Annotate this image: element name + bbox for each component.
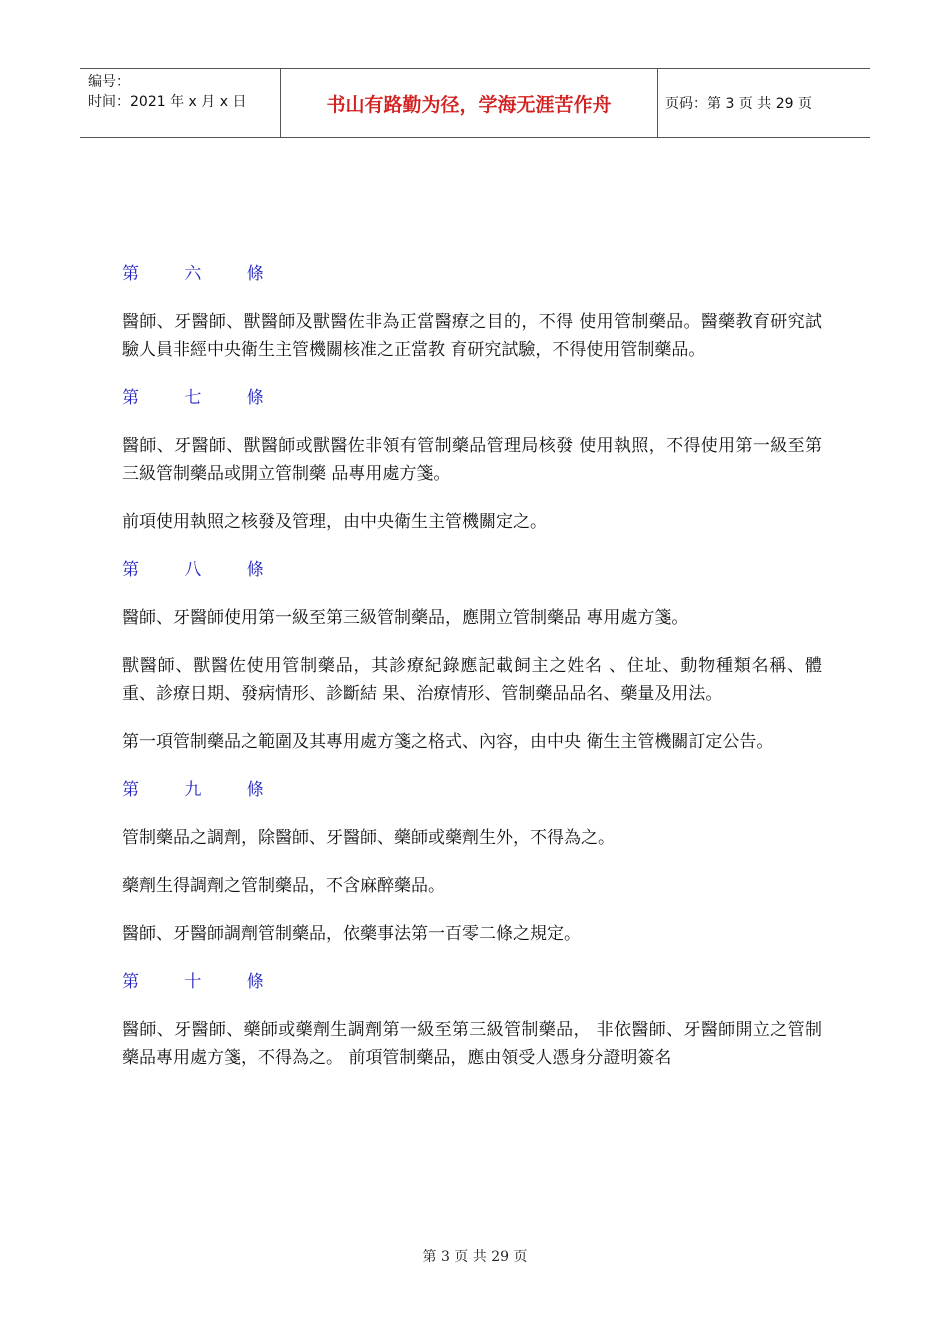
page-header: [80, 68, 870, 138]
article-6-paragraph-1: 醫師、牙醫師、獸醫師及獸醫佐非為正當醫療之目的，不得 使用管制藥品。醫藥教育研究試驗人員非經中央衛生主管機關核准之正當教 育研究試驗，不得使用管制藥品。: [122, 312, 822, 360]
header-meta: [80, 69, 280, 137]
article-9-paragraph-3: 醫師、牙醫師調劑管制藥品，依藥事法第一百零二條之規定。: [122, 924, 581, 944]
article-title-9: 第 九 條: [122, 780, 284, 800]
article-title-8: 第 八 條: [122, 560, 284, 580]
document-body: [122, 260, 822, 1092]
page-footer: 第 3 页 共 29 页: [422, 1249, 528, 1265]
article-title-10: 第 十 條: [122, 972, 284, 992]
article-10-paragraph-1: 醫師、牙醫師、藥師或藥劑生調劑第一級至第三級管制藥品， 非依醫師、牙醫師開立之管制藥品專用處方箋，不得為之。 前項管制藥品，應由領受人憑身分證明簽名: [122, 1020, 822, 1068]
article-8-paragraph-2: 獸醫師、獸醫佐使用管制藥品，其診療紀錄應記載飼主之姓名 、住址、動物種類名稱、體重、診療日期、發病情形、診斷結 果、治療情形、管制藥品品名、藥量及用法。: [122, 656, 822, 704]
article-9-paragraph-1: 管制藥品之調劑，除醫師、牙醫師、藥師或藥劑生外，不得為之。: [122, 828, 615, 848]
article-9-paragraph-2: 藥劑生得調劑之管制藥品，不含麻醉藥品。: [122, 876, 445, 896]
article-title-7: 第 七 條: [122, 388, 284, 408]
article-title-6: 第 六 條: [122, 264, 284, 284]
document-time-label: 时间：2021 年 x 月 x 日: [88, 94, 247, 110]
article-8-paragraph-1: 醫師、牙醫師使用第一級至第三級管制藥品，應開立管制藥品 專用處方箋。: [122, 608, 689, 628]
header-divider-right: [657, 69, 658, 137]
article-7-paragraph-1: 醫師、牙醫師、獸醫師或獸醫佐非領有管制藥品管理局核發 使用執照，不得使用第一級至第三級管制藥品或開立管制藥 品專用處方箋。: [122, 436, 822, 484]
header-page-info: 页码：第 3 页 共 29 页: [665, 96, 812, 112]
article-7-paragraph-2: 前項使用執照之核發及管理，由中央衛生主管機關定之。: [122, 512, 547, 532]
header-motto: 书山有路勤为径，学海无涯苦作舟: [326, 93, 612, 116]
article-8-paragraph-3: 第一項管制藥品之範圍及其專用處方箋之格式、內容，由中央 衛生主管機關訂定公告。: [122, 732, 774, 752]
document-number-label: 编号：: [88, 74, 130, 90]
